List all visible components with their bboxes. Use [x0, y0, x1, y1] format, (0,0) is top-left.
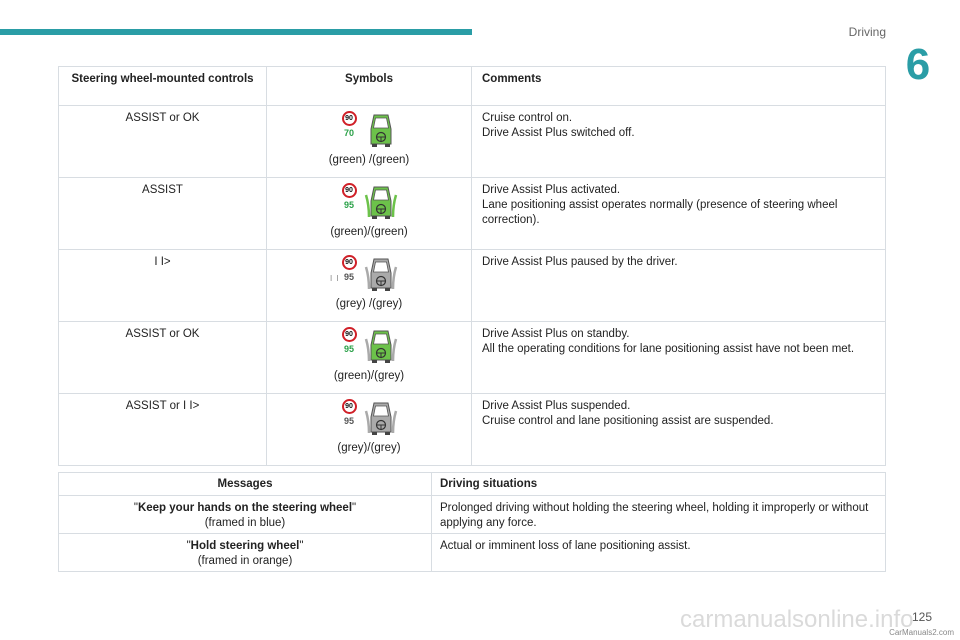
table-row — [59, 322, 886, 394]
speed-limit-sign — [339, 327, 359, 354]
message-text: Hold steering wheel — [190, 540, 300, 552]
set-speed: 95 — [343, 200, 354, 210]
symbol-cell — [267, 394, 472, 466]
speed-limit-icon: 90 — [342, 111, 357, 126]
symbol-caption: (green) /(green) — [328, 154, 410, 166]
status-symbol — [339, 399, 399, 439]
controls-symbols-table — [58, 66, 886, 466]
comment-cell — [472, 394, 886, 466]
comment-line: All the operating conditions for lane positioning assist have not been met. — [482, 343, 855, 355]
symbol-cell — [267, 178, 472, 250]
comment-line: Drive Assist Plus suspended. — [482, 400, 631, 412]
symbol-caption: (grey) /(grey) — [335, 298, 403, 310]
control-cell: ASSIST or I I> — [59, 394, 267, 466]
message-frame-note: (framed in blue) — [204, 517, 286, 529]
table-row — [59, 250, 886, 322]
speed-limit-icon: 90 — [342, 399, 357, 414]
car-lane-icon — [363, 111, 399, 149]
comment-line: Drive Assist Plus paused by the driver. — [482, 256, 678, 268]
message-cell: "Keep your hands on the steering wheel" (framed in blue) — [59, 496, 432, 534]
watermark-small: CarManuals2.com — [889, 628, 954, 637]
comment-cell — [472, 250, 886, 322]
set-speed: 95 — [343, 272, 354, 282]
control-cell: I I> — [59, 250, 267, 322]
set-speed: 95 — [343, 416, 354, 426]
watermark: carmanualsonline.info — [680, 606, 914, 633]
pause-icon: I I — [330, 274, 340, 283]
speed-limit-icon: 90 — [342, 327, 357, 342]
column-header-symbols: Symbols — [267, 67, 472, 106]
column-header-controls: Steering wheel-mounted controls — [59, 67, 267, 106]
status-symbol — [330, 255, 399, 295]
message-frame-note: (framed in orange) — [197, 555, 293, 567]
table-header-row — [59, 67, 886, 106]
speed-limit-sign — [339, 183, 359, 210]
speed-limit-icon: 90 — [342, 183, 357, 198]
control-cell: ASSIST or OK — [59, 322, 267, 394]
set-speed: 95 — [343, 344, 354, 354]
table-header-row — [59, 473, 886, 496]
messages-table — [58, 472, 886, 572]
car-lane-icon — [363, 183, 399, 221]
section-title: Driving — [848, 25, 886, 39]
header-accent-bar — [0, 29, 472, 35]
status-symbol — [339, 111, 399, 151]
car-lane-icon — [363, 327, 399, 365]
comment-line: Drive Assist Plus activated. — [482, 184, 621, 196]
symbol-cell — [267, 250, 472, 322]
comment-line: Cruise control and lane positioning assist are suspended. — [482, 415, 774, 427]
message-cell: "Hold steering wheel" (framed in orange) — [59, 534, 432, 572]
speed-limit-sign — [330, 255, 359, 283]
speed-limit-icon: 90 — [342, 255, 357, 270]
status-symbol — [339, 327, 399, 367]
control-cell: ASSIST — [59, 178, 267, 250]
table-row — [59, 496, 886, 534]
message-text: Keep your hands on the steering wheel — [137, 502, 353, 514]
control-cell: ASSIST or OK — [59, 106, 267, 178]
page-number: 125 — [911, 610, 932, 624]
column-header-comments: Comments — [472, 67, 886, 106]
symbol-caption: (green)/(grey) — [333, 370, 405, 382]
symbol-cell — [267, 106, 472, 178]
chapter-number: 6 — [905, 40, 931, 89]
table-row — [59, 394, 886, 466]
speed-limit-sign — [339, 111, 359, 138]
comment-line: Lane positioning assist operates normally (presence of steering wheel correction). — [482, 199, 838, 226]
speed-limit-sign — [339, 399, 359, 426]
column-header-situations: Driving situations — [432, 473, 886, 496]
comment-cell — [472, 106, 886, 178]
set-speed: 70 — [343, 128, 354, 138]
car-lane-icon — [363, 255, 399, 293]
comment-cell — [472, 322, 886, 394]
comment-line: Drive Assist Plus switched off. — [482, 127, 635, 139]
comment-line: Cruise control on. — [482, 112, 573, 124]
symbol-caption: (grey)/(grey) — [337, 442, 401, 454]
status-symbol — [339, 183, 399, 223]
comment-cell — [472, 178, 886, 250]
symbol-cell — [267, 322, 472, 394]
table-row — [59, 178, 886, 250]
situation-cell: Actual or imminent loss of lane positioning assist. — [432, 534, 886, 572]
table-row — [59, 106, 886, 178]
table-row — [59, 534, 886, 572]
situation-cell: Prolonged driving without holding the steering wheel, holding it improperly or without applying any force. — [432, 496, 886, 534]
column-header-messages: Messages — [59, 473, 432, 496]
symbol-caption: (green)/(green) — [330, 226, 408, 238]
comment-line: Drive Assist Plus on standby. — [482, 328, 630, 340]
car-lane-icon — [363, 399, 399, 437]
